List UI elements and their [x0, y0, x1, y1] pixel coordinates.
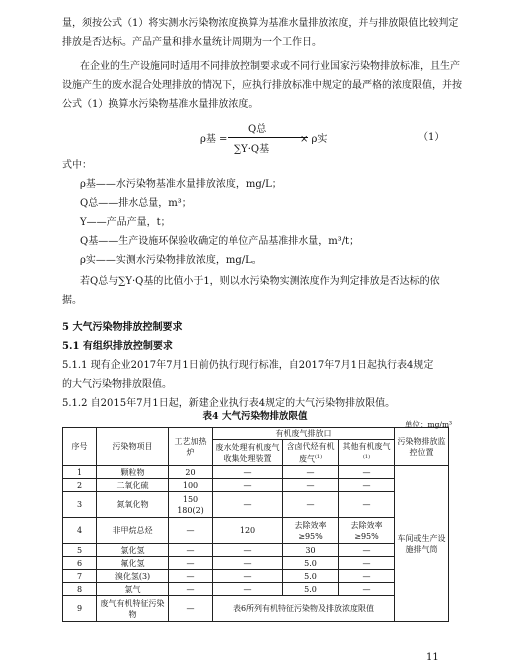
table-cell: 废气有机特征污染物 [97, 596, 169, 622]
table-unit: 单位：mg/m³ [405, 420, 453, 429]
section-5-1-title: 5.1 有组织排放控制要求 [62, 341, 173, 352]
table-cell: 去除效率≥95% [339, 518, 395, 544]
formula-rhs: × ρ实 [300, 134, 328, 145]
table-cell: 表6所列有机特征污染物及排放浓度限值 [213, 596, 395, 622]
table-cell: 3 [63, 492, 97, 518]
table-cell: — [339, 544, 395, 557]
table-cell: — [169, 557, 213, 570]
formula-numerator: Q总 [248, 124, 267, 135]
monitor-location: 车间或生产设施排气筒 [395, 466, 449, 622]
formula-denominator: ∑Y·Q基 [234, 144, 270, 155]
equation-number: （1） [418, 132, 445, 143]
table-cell: 去除效率≥95% [283, 518, 339, 544]
paragraph-line: 量，须按公式（1）将实测水污染物浓度换算为基准水量排放浓度，并与排放限值比较判定 [62, 18, 459, 29]
table-cell: 150 180(2) [169, 492, 213, 518]
table-cell: — [213, 492, 283, 518]
table-cell: — [283, 466, 339, 479]
table-cell: — [169, 570, 213, 583]
table-cell: 氮氧化物 [97, 492, 169, 518]
table-cell: — [283, 479, 339, 492]
table-cell: 30 [283, 544, 339, 557]
header-organic-outlet: 有机废气排放口 [213, 428, 395, 440]
section-5-1-2-text: 5.1.2 自2015年7月1日起，新建企业执行表4规定的大气污染物排放限值。 [62, 398, 396, 409]
paragraph-line: 设施产生的废水混合处理排放的情况下，应执行排放标准中规定的最严格的浓度限值，并按 [62, 80, 462, 91]
header-monitor: 污染物排放监控位置 [395, 428, 449, 466]
note-line: 若Q总与∑Y·Q基的比值小于1，则以水污染物实测浓度作为判定排放是否达标的依 [80, 276, 440, 287]
table-cell: — [213, 466, 283, 479]
table-caption: 表4 大气污染物排放限值 [202, 411, 308, 422]
table-cell: — [339, 557, 395, 570]
table-cell: 5 [63, 544, 97, 557]
table-cell: 9 [63, 596, 97, 622]
table-cell: 二氧化硫 [97, 479, 169, 492]
table-cell: — [213, 570, 283, 583]
formula-lhs: ρ基 = [200, 134, 228, 145]
table-cell: — [339, 583, 395, 596]
table-cell: 20 [169, 466, 213, 479]
section-5-1-1-text: 5.1.1 现有企业2017年7月1日前仍执行现行标准，自2017年7月1日起执行表4规定 [62, 360, 434, 371]
where-item: ρ实——实测水污染物排放浓度，mg/L。 [80, 255, 262, 266]
paragraph-line: 公式（1）换算水污染物基准水量排放浓度。 [62, 99, 259, 110]
table-cell: 120 [213, 518, 283, 544]
table-cell: — [339, 492, 395, 518]
page-number: 11 [426, 652, 439, 663]
table-cell: — [339, 570, 395, 583]
paragraph-line: 排放是否达标。产品产量和排水量统计周期为一个工作日。 [62, 37, 322, 48]
table-cell: 非甲烷总烃 [97, 518, 169, 544]
note-line: 据。 [62, 295, 82, 306]
table-cell: 2 [63, 479, 97, 492]
table-cell: 颗粒物 [97, 466, 169, 479]
table-cell: 溴化氢(3) [97, 570, 169, 583]
section-5-1-1-text: 的大气污染物排放限值。 [62, 379, 172, 390]
table-cell: — [213, 557, 283, 570]
table-cell: 氯气 [97, 583, 169, 596]
table-cell: 4 [63, 518, 97, 544]
where-item: Q基——生产设施环保验收确定的单位产品基准排水量，m³/t； [80, 236, 360, 247]
table-cell: — [169, 596, 213, 622]
where-item: ρ基——水污染物基准水量排放浓度，mg/L； [80, 179, 282, 190]
table-cell: 氟化氢 [97, 557, 169, 570]
header-sub1: 废水处理有机废气收集处理装置 [213, 440, 283, 466]
emission-limits-table [62, 427, 449, 622]
table-cell: 5.0 [283, 557, 339, 570]
where-item: Q总——排水总量，m³； [80, 198, 192, 209]
table-cell: — [213, 544, 283, 557]
header-sub3: 其他有机废气$^{(1)}$ [339, 440, 395, 466]
table-cell: 8 [63, 583, 97, 596]
table-cell: 5.0 [283, 583, 339, 596]
header-seq: 序号 [63, 428, 97, 466]
table-cell: — [213, 479, 283, 492]
header-furnace: 工艺加热炉 [169, 428, 213, 466]
header-sub2: 含卤代烃有机废气$^{(1)}$ [283, 440, 339, 466]
section-5-title: 5 大气污染物排放控制要求 [62, 322, 183, 333]
table-cell: 1 [63, 466, 97, 479]
table-cell: — [169, 544, 213, 557]
table-cell: 5.0 [283, 570, 339, 583]
table-cell: 7 [63, 570, 97, 583]
header-pollutant: 污染物项目 [97, 428, 169, 466]
formula-1 [200, 120, 340, 156]
where-intro: 式中： [62, 160, 92, 171]
table-cell: — [283, 492, 339, 518]
table-cell: — [169, 583, 213, 596]
paragraph-line: 在企业的生产设施同时适用不同排放控制要求或不同行业国家污染物排放标准，且生产 [80, 61, 460, 72]
table-cell: — [339, 466, 395, 479]
table-cell: — [213, 583, 283, 596]
fraction-bar [228, 137, 308, 138]
table-cell: 100 [169, 479, 213, 492]
table-cell: 6 [63, 557, 97, 570]
table-cell: — [339, 479, 395, 492]
table-cell: 氯化氢 [97, 544, 169, 557]
where-item: Y——产品产量，t； [80, 217, 171, 228]
table-cell: — [169, 518, 213, 544]
